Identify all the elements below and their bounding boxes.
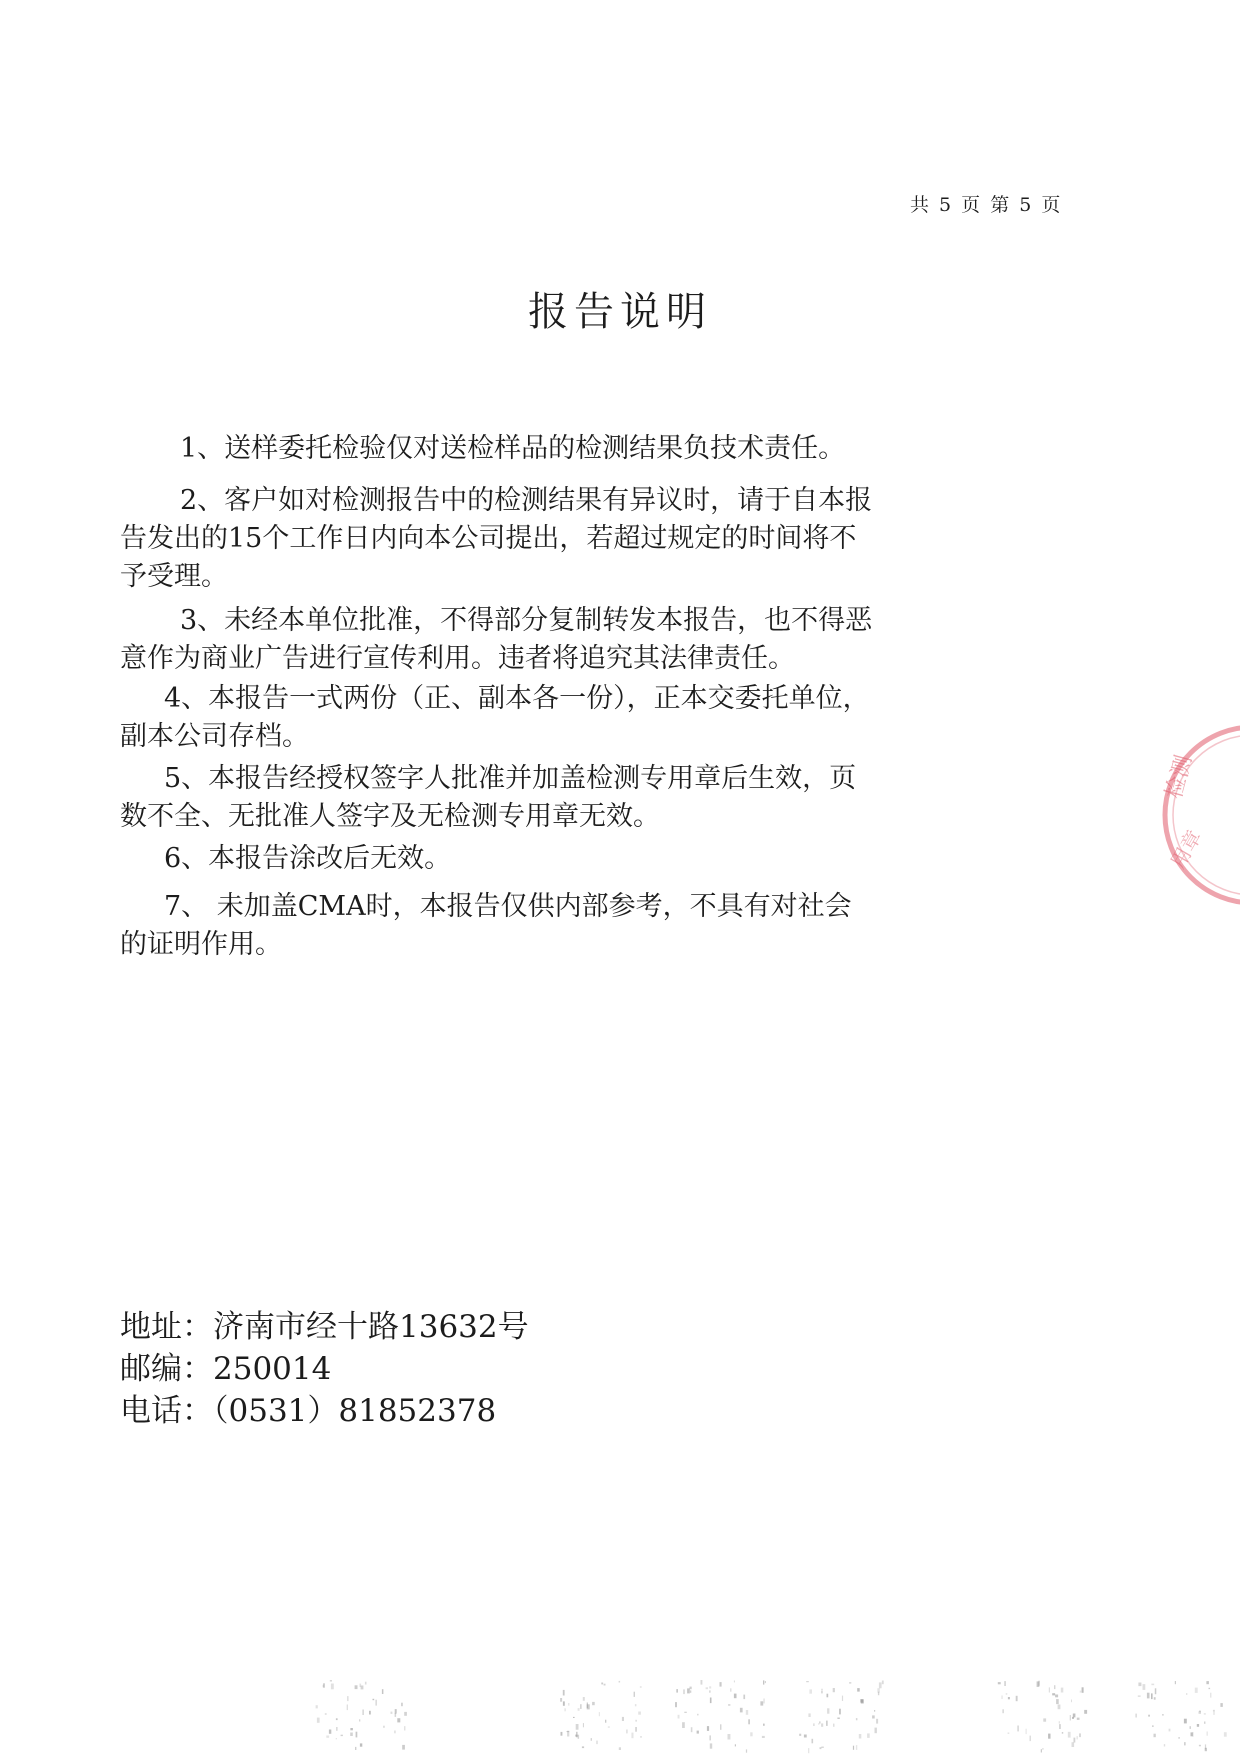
phone-row [120, 1390, 529, 1432]
scan-speck [1184, 1719, 1187, 1724]
scan-speck [710, 1735, 711, 1740]
scan-speck [1151, 1693, 1153, 1699]
scan-speck [877, 1688, 879, 1692]
scan-speck [1220, 1703, 1222, 1707]
scan-speck [819, 1721, 820, 1723]
scan-speck [690, 1687, 692, 1690]
scan-speck [622, 1717, 624, 1721]
phone-label: 电话： [120, 1393, 213, 1429]
scan-speck [1072, 1742, 1075, 1747]
clause-5-line-2: 数不全、无批准人签字及无检测专用章无效。 [120, 801, 660, 832]
scan-speck [563, 1690, 565, 1696]
scan-speck [1190, 1726, 1191, 1729]
scan-speck [826, 1721, 828, 1726]
scan-speck [765, 1681, 766, 1683]
scan-speck [728, 1704, 730, 1706]
scan-speck [734, 1694, 737, 1699]
scan-speck [575, 1735, 577, 1737]
scan-speck [867, 1733, 870, 1738]
scan-speck [1001, 1696, 1002, 1700]
clause-4 [120, 680, 960, 756]
scan-speck [678, 1715, 680, 1719]
scan-speck [1030, 1736, 1032, 1742]
scan-speck [326, 1736, 329, 1738]
scan-speck [330, 1680, 332, 1681]
scan-speck [1152, 1725, 1154, 1727]
scan-speck [710, 1743, 712, 1748]
scan-speck [1055, 1695, 1058, 1698]
scan-speck [1052, 1693, 1055, 1695]
clause-1 [120, 430, 1020, 468]
scan-speck [720, 1682, 722, 1687]
scan-speck [336, 1727, 337, 1731]
scan-speck [1162, 1714, 1164, 1715]
scan-speck [1138, 1696, 1141, 1697]
scan-speck [821, 1691, 822, 1694]
scan-speck [578, 1708, 580, 1711]
scan-speck [1143, 1684, 1146, 1690]
scan-speck [636, 1720, 637, 1722]
postcode-row [120, 1348, 529, 1390]
scan-speck [563, 1701, 565, 1705]
scan-speck [687, 1688, 690, 1693]
scan-speck [373, 1699, 375, 1700]
scan-speck [1213, 1710, 1215, 1711]
address-row [120, 1306, 529, 1348]
scan-speck [329, 1730, 331, 1734]
scan-speck [821, 1747, 824, 1749]
scan-speck [764, 1699, 765, 1704]
scan-speck [360, 1684, 362, 1687]
clause-2-line-2: 告发出的15个工作日内向本公司提出，若超过规定的时间将不 [120, 523, 857, 554]
scan-speck [404, 1726, 405, 1730]
scan-speck [640, 1686, 642, 1687]
scan-speck [365, 1682, 367, 1685]
scan-speck [998, 1682, 1001, 1684]
scan-speck [697, 1714, 698, 1716]
clause-1-line-1: 1、送样委托检验仅对送检样品的检测结果负技术责任。 [180, 433, 846, 464]
clause-7-line-1: 7、 未加盖CMA时，本报告仅供内部参考，不具有对社会 [164, 891, 852, 922]
scan-speck [1224, 1732, 1227, 1737]
scan-speck [608, 1726, 610, 1728]
scan-speck [821, 1689, 822, 1691]
scan-speck [619, 1747, 621, 1750]
scan-speck [856, 1745, 857, 1750]
scan-speck [709, 1686, 711, 1688]
scan-speck [604, 1684, 606, 1686]
scan-speck [1154, 1734, 1156, 1738]
scan-speck [1191, 1732, 1193, 1736]
clause-4-line-2: 副本公司存档。 [120, 721, 309, 752]
scan-speck [336, 1718, 338, 1720]
scan-speck [567, 1731, 569, 1737]
scan-speck [640, 1736, 642, 1737]
scan-speck [1070, 1715, 1071, 1721]
clause-3-line-1: 3、未经本单位批准，不得部分复制转发本报告，也不得恶 [180, 605, 873, 636]
scan-speck [837, 1718, 839, 1720]
scan-speck [397, 1718, 400, 1722]
clause-2-line-1: 2、客户如对检测报告中的检测结果有异议时，请于自本报 [180, 485, 873, 516]
scan-speck [583, 1723, 584, 1727]
scan-speck [1080, 1691, 1082, 1693]
scan-speck [833, 1724, 835, 1727]
scan-speck [682, 1722, 685, 1728]
clause-6 [120, 840, 1004, 878]
scan-speck [842, 1696, 843, 1701]
clause-3 [120, 602, 960, 678]
scan-speck [1059, 1721, 1060, 1723]
scan-speck [634, 1692, 635, 1697]
scan-speck [323, 1685, 324, 1688]
scan-speck [383, 1726, 384, 1728]
scan-speck [809, 1689, 812, 1693]
scan-speck [1138, 1683, 1141, 1687]
scan-speck [1062, 1732, 1063, 1734]
scan-speck [827, 1708, 829, 1713]
scan-speck [691, 1727, 693, 1732]
scan-speck [820, 1747, 822, 1749]
scan-speck [1210, 1693, 1211, 1698]
scan-speck [808, 1713, 810, 1717]
scan-speck [1016, 1696, 1018, 1701]
scan-speck [875, 1728, 877, 1734]
scan-speck [1038, 1681, 1039, 1686]
scan-speck [799, 1734, 801, 1736]
clause-4-line-1: 4、本报告一式两份（正、副本各一份），正本交委托单位， [164, 683, 870, 714]
scan-speck [382, 1689, 384, 1694]
scan-speck [882, 1681, 884, 1685]
scan-speck [821, 1723, 823, 1726]
scan-speck [1003, 1709, 1004, 1713]
scan-speck [839, 1709, 841, 1715]
clause-2-line-3: 予受理。 [120, 561, 228, 592]
scan-speck [317, 1718, 320, 1723]
scan-speck [1164, 1744, 1165, 1746]
scan-speck [728, 1734, 731, 1740]
scan-speck [583, 1697, 585, 1701]
scan-speck [591, 1738, 592, 1741]
scan-speck [808, 1748, 809, 1753]
page-title: 报告说明 [528, 289, 712, 335]
scan-speck [1204, 1713, 1206, 1714]
scan-speck [812, 1739, 814, 1744]
scan-speck [1017, 1726, 1018, 1732]
scan-speck [1026, 1729, 1027, 1734]
scan-speck [1008, 1697, 1010, 1699]
scan-speck [760, 1701, 763, 1705]
scan-speck [806, 1681, 809, 1682]
scan-speck [743, 1695, 745, 1700]
scan-speck [638, 1712, 641, 1715]
scan-speck [1184, 1742, 1186, 1745]
scan-speck [316, 1705, 318, 1708]
svg-text:检测: 检测 [1161, 752, 1198, 802]
scan-speck [859, 1734, 862, 1739]
scan-speck [697, 1731, 699, 1734]
scan-speck [1079, 1733, 1081, 1737]
scan-speck [359, 1719, 360, 1721]
scan-speck [1155, 1688, 1157, 1694]
scan-speck [1204, 1722, 1205, 1724]
scan-speck [1074, 1738, 1076, 1743]
scan-speck [573, 1717, 575, 1718]
clause-5 [120, 760, 960, 836]
scan-speck [684, 1712, 687, 1713]
scan-speck [363, 1710, 364, 1716]
scan-speck [1151, 1684, 1154, 1686]
scan-speck [818, 1723, 819, 1724]
scan-speck [1199, 1711, 1201, 1712]
scan-speck [856, 1718, 858, 1720]
scan-speck [355, 1747, 356, 1750]
scan-speck [690, 1690, 691, 1692]
clause-5-line-1: 5、本报告经授权签字人批准并加盖检测专用章后生效，页 [164, 763, 857, 794]
scan-speck [735, 1744, 736, 1746]
clause-6-line-1: 6、本报告涂改后无效。 [164, 843, 452, 874]
scan-speck [592, 1702, 595, 1705]
scan-speck [561, 1732, 563, 1736]
scan-speck [564, 1708, 565, 1711]
scan-speck [1042, 1748, 1044, 1750]
scan-speck [709, 1690, 711, 1692]
scan-speck [1077, 1736, 1078, 1739]
scan-speck [587, 1704, 590, 1709]
scan-speck [582, 1746, 584, 1748]
scan-speck [710, 1698, 712, 1704]
scan-speck [746, 1710, 748, 1715]
scan-speck [568, 1703, 569, 1706]
scan-speck [707, 1726, 709, 1731]
address-label: 地址： [120, 1309, 213, 1345]
scan-speck [1207, 1732, 1208, 1736]
scan-speck [394, 1731, 395, 1734]
scan-speck [876, 1719, 878, 1724]
phone-value: （0531）81852378 [213, 1393, 497, 1429]
scan-speck [336, 1738, 337, 1739]
scan-speck [827, 1694, 829, 1698]
scan-speck [740, 1708, 743, 1713]
scan-speck [763, 1724, 765, 1726]
scan-speck [626, 1730, 628, 1734]
scan-speck [860, 1699, 863, 1702]
address-value: 济南市经十路13632号 [213, 1309, 529, 1345]
scan-speck [1068, 1732, 1071, 1738]
scan-speck [347, 1705, 348, 1711]
scan-speck [325, 1714, 327, 1715]
page-counter: 共 5 页 第 5 页 [910, 194, 1063, 216]
scan-speck [1048, 1734, 1050, 1739]
scan-speck [605, 1720, 606, 1723]
scan-speck [857, 1688, 860, 1692]
scan-speck [578, 1735, 580, 1739]
postcode-value: 250014 [213, 1351, 332, 1387]
scan-speck [355, 1685, 358, 1689]
scan-speck [560, 1698, 562, 1702]
scan-speck [404, 1712, 407, 1716]
scan-speck [1178, 1737, 1179, 1738]
scan-speck [763, 1680, 764, 1684]
scan-speck [833, 1688, 835, 1692]
scan-speck [580, 1704, 582, 1709]
scan-speck [1004, 1681, 1005, 1686]
scan-speck [1195, 1688, 1198, 1693]
scan-speck [1049, 1687, 1050, 1692]
scan-speck [1043, 1718, 1046, 1721]
scan-speck [706, 1687, 708, 1689]
scan-speck [1169, 1729, 1171, 1732]
clause-7-line-2: 的证明作用。 [120, 929, 282, 960]
scan-speck [1058, 1705, 1061, 1710]
scan-speck [750, 1732, 752, 1736]
scan-speck [376, 1700, 377, 1706]
scan-speck [748, 1719, 750, 1724]
scan-speck [1209, 1688, 1211, 1689]
scan-speck [1061, 1688, 1064, 1693]
scan-speck [804, 1735, 807, 1738]
scan-speck [874, 1710, 875, 1712]
scan-speck [676, 1689, 678, 1693]
scan-speck [1008, 1733, 1010, 1734]
scan-speck [401, 1703, 403, 1707]
scan-speck [1147, 1693, 1150, 1699]
clause-2 [120, 482, 960, 596]
contact-block [120, 1306, 529, 1432]
scan-speck [631, 1733, 633, 1739]
postcode-label: 邮编： [120, 1351, 213, 1387]
scan-speck [331, 1684, 334, 1690]
scan-speck [684, 1689, 685, 1694]
scan-speck [1056, 1699, 1059, 1704]
scan-speck [1197, 1724, 1199, 1727]
scan-speck [1205, 1744, 1206, 1749]
scan-speck [730, 1688, 732, 1691]
scan-speck [601, 1683, 603, 1685]
scan-speck [395, 1709, 397, 1714]
scan-speck [1077, 1718, 1080, 1720]
inspection-seal-stamp [1158, 720, 1240, 910]
scan-speck [675, 1702, 677, 1707]
scan-speck [1175, 1681, 1176, 1684]
scan-speck [1073, 1714, 1076, 1718]
scan-artifact-noise [0, 1680, 1240, 1754]
svg-text:用章: 用章 [1165, 825, 1207, 873]
scan-speck [1148, 1715, 1150, 1717]
scan-speck [746, 1749, 747, 1752]
scan-speck [853, 1746, 854, 1750]
scan-speck [813, 1723, 814, 1726]
scan-speck [350, 1733, 353, 1737]
scan-speck [619, 1681, 621, 1683]
scan-speck [879, 1682, 882, 1688]
scan-speck [341, 1735, 343, 1736]
scan-speck [1199, 1745, 1201, 1747]
scan-speck [360, 1743, 362, 1746]
scan-speck [599, 1712, 600, 1716]
scan-speck [350, 1728, 353, 1730]
clause-7 [120, 888, 960, 964]
scan-speck [635, 1727, 637, 1732]
scan-speck [762, 1736, 765, 1738]
scan-speck [1154, 1697, 1156, 1700]
scan-speck [1071, 1700, 1072, 1703]
scan-speck [701, 1680, 703, 1685]
scan-speck [576, 1724, 579, 1730]
scan-speck [1006, 1693, 1008, 1694]
scan-speck [347, 1696, 349, 1701]
scan-speck [635, 1704, 637, 1706]
scan-speck [356, 1732, 358, 1738]
scan-speck [720, 1724, 721, 1730]
clause-3-line-2: 意作为商业广告进行宣传利用。违者将追究其法律责任。 [120, 643, 795, 674]
scan-speck [1186, 1693, 1187, 1695]
scan-speck [1135, 1714, 1137, 1718]
scan-speck [369, 1711, 371, 1715]
scan-speck [1054, 1685, 1055, 1689]
scan-speck [1082, 1687, 1084, 1693]
scan-speck [391, 1712, 393, 1714]
scan-speck [734, 1681, 735, 1683]
scan-speck [872, 1715, 875, 1718]
scan-speck [1084, 1710, 1087, 1714]
scan-speck [1072, 1717, 1074, 1719]
scan-speck [1041, 1749, 1042, 1752]
scan-speck [596, 1741, 597, 1745]
scan-speck [402, 1745, 405, 1750]
scan-speck [849, 1682, 851, 1684]
scan-speck [1059, 1724, 1061, 1729]
scan-speck [1206, 1681, 1209, 1684]
